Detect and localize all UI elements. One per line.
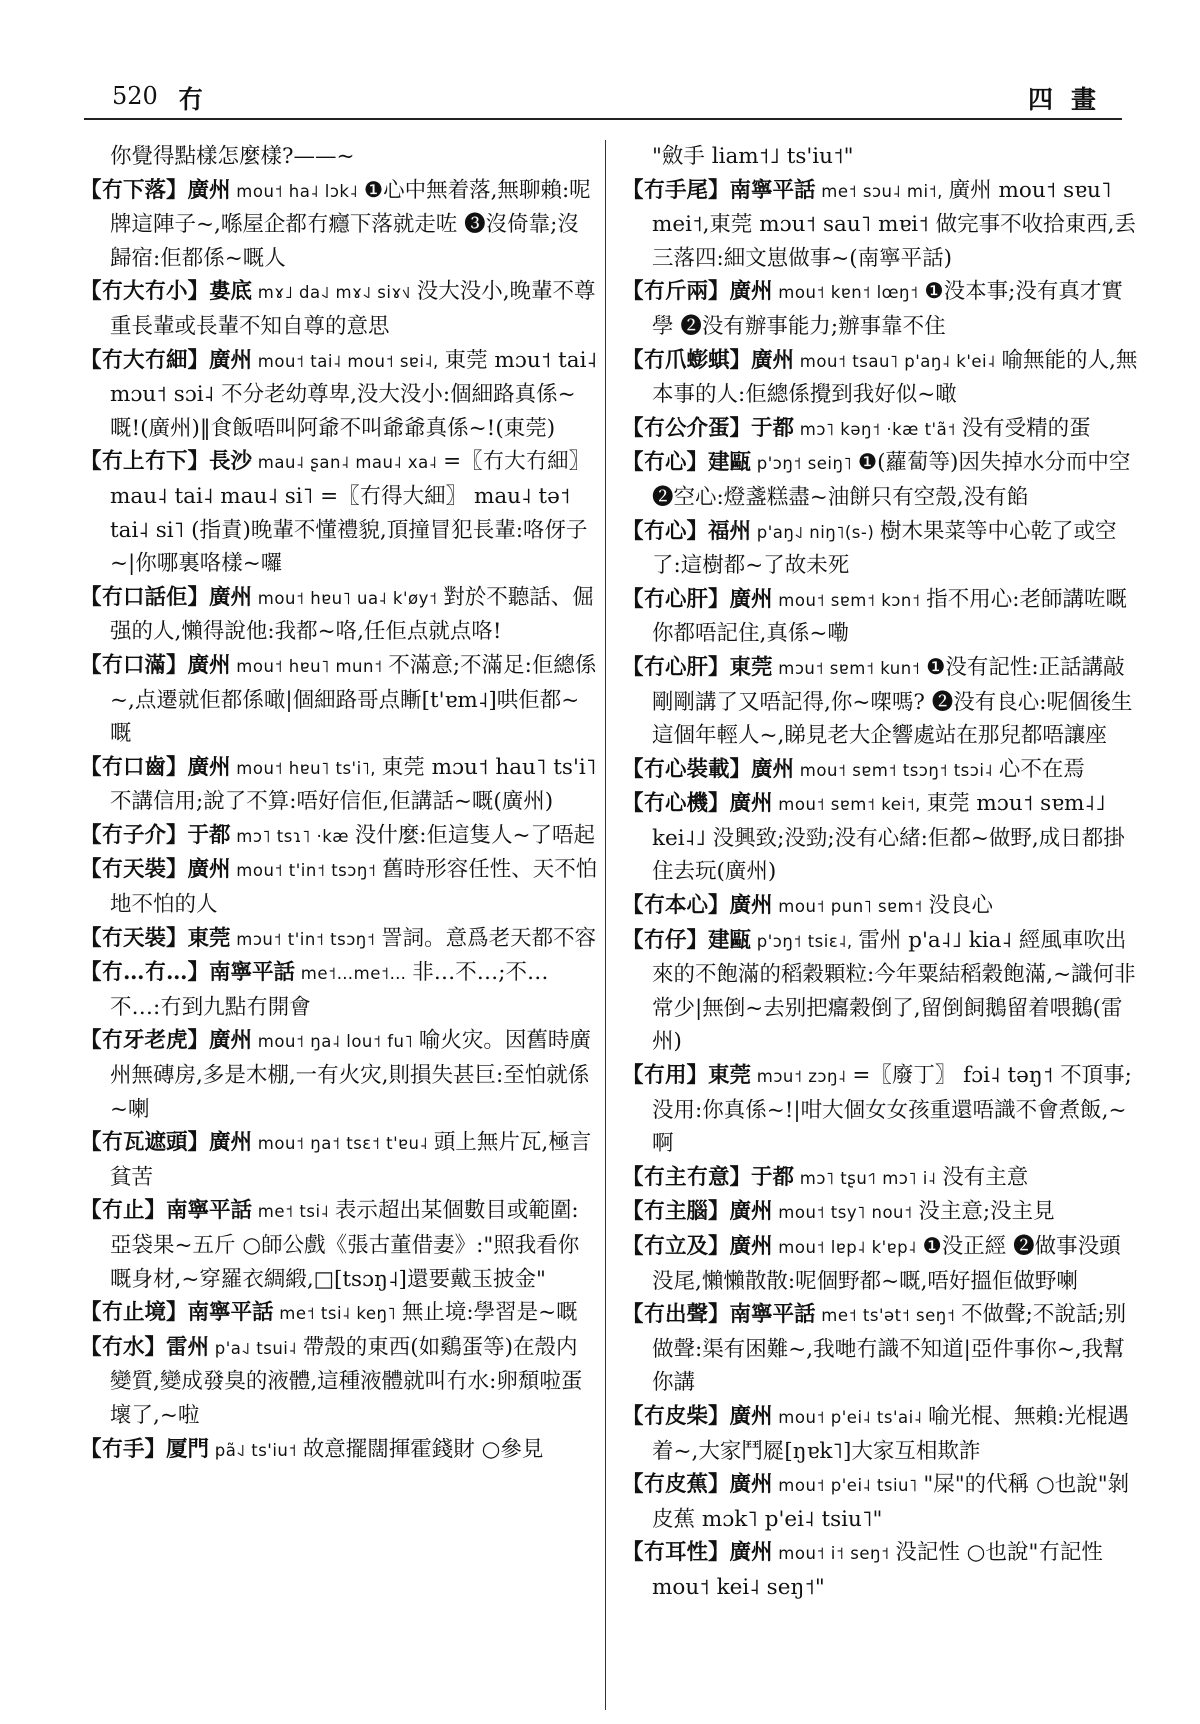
entry-definition: 喻無能的人,無本事的人:佢總係攪到我好似~噉 xyxy=(652,347,1138,408)
entry-pronunciation: p'a˨˩ tsui˨ xyxy=(209,1338,303,1358)
entry-pronunciation: mou˦ p'ei˨ ts'ai˨ xyxy=(772,1407,929,1427)
entry-definition: 不滿意;不滿足:佢總係~,点遷就佢都係噉|個細路哥点䁪[t'ɐm˨]哄佢都~嘅 xyxy=(110,652,597,747)
entry-definition: 無止境:學習是~嘅 xyxy=(401,1300,578,1326)
entry-headword: 【冇口滿】 xyxy=(80,652,188,678)
entry-definition: 東莞 mɔu˦ hau˥ ts'i˥ 不講信用;說了不算:唔好信佢,佢講話~嘅(廣州) xyxy=(110,754,597,815)
entry-pronunciation: mou˦ sɐm˦ kei˦, xyxy=(772,795,927,815)
entry-definition: 故意擺闊揮霍錢財 ○參見 xyxy=(302,1436,544,1462)
entry-pronunciation: me˦ tsi˨ keŋ˥ xyxy=(273,1304,402,1324)
entry-headword: 【冇出聲】 xyxy=(622,1302,730,1328)
entry-pronunciation: p'ɔŋ˦ tsiɛ˨, xyxy=(751,931,859,951)
dictionary-entry xyxy=(622,1298,1140,1400)
entry-location: 東莞 xyxy=(729,654,773,680)
entry-headword: 【冇水】 xyxy=(80,1334,167,1360)
entry-location: 建甌 xyxy=(708,450,752,476)
dictionary-entry xyxy=(80,751,598,819)
entry-headword: 【冇心肝】 xyxy=(622,654,730,680)
entry-location: 廣州 xyxy=(729,279,773,305)
entry-headword: 【冇耳性】 xyxy=(622,1540,730,1566)
entry-location: 于都 xyxy=(187,822,231,848)
entry-location: 廣州 xyxy=(209,1130,253,1156)
entry-pronunciation: mou˦ hɐu˥ ua˨ k'øy˦ xyxy=(252,588,444,608)
entry-definition: 舊時形容任性、天不怕地不怕的人 xyxy=(110,857,598,918)
page-header xyxy=(84,78,1122,120)
entry-definition: 東莞 mɔu˦ sɐm˨˩ kei˨˩ 没興致;没勁;没有心緒:佢都~做野,成日都掛住去玩(廣州) xyxy=(652,791,1125,885)
entry-location: 南寧平話 xyxy=(166,1198,253,1224)
entry-definition: ❶心中無着落,無聊賴:呢牌這陣子~,喺屋企都冇癮下落就走咗 ❸沒倚靠;沒歸宿:佢都係~嘅人 xyxy=(110,177,591,271)
dictionary-entry xyxy=(80,853,598,921)
entry-definition: 頭上無片瓦,極言貧苦 xyxy=(110,1130,592,1190)
entry-definition: 不做聲;不說話;别做聲:渠有困難~,我哋冇識不知道|亞件事你~,我幫你講 xyxy=(652,1302,1127,1396)
dictionary-entry xyxy=(80,445,598,580)
dictionary-entry xyxy=(80,344,598,446)
dictionary-entry xyxy=(622,924,1140,1059)
dictionary-entry xyxy=(80,1126,598,1194)
entry-pronunciation: mɤ˩ da˨˩ mɤ˨˩ siɤ˦˩ xyxy=(252,283,417,303)
dictionary-entry xyxy=(622,753,1140,788)
entry-pronunciation: mɔu˦ zɔŋ˨ xyxy=(751,1067,853,1087)
dictionary-entry xyxy=(622,787,1140,889)
entry-headword: 【冇下落】 xyxy=(80,177,188,203)
dictionary-entry xyxy=(622,174,1140,276)
entry-location: 于都 xyxy=(751,415,795,441)
entry-location: 建甌 xyxy=(708,927,752,953)
entry-pronunciation: pã˨˩ ts'iu˦ xyxy=(209,1440,303,1460)
dictionary-entry xyxy=(80,581,598,649)
entry-location: 廣州 xyxy=(187,652,231,678)
entry-pronunciation: mou˦ lɐp˨ k'ɐp˨ xyxy=(772,1238,923,1257)
entry-definition: =〖冇大冇細〗 mau˨ tai˨ mau˨ si˥ =〖冇得大細〗 mau˨ tə˦ tai˨ si˥ (指責)晚輩不懂禮貌,頂撞冒犯長輩:咯伢子~|你哪裏咯樣~囉 xyxy=(110,449,591,577)
dictionary-entry xyxy=(80,1296,598,1331)
entry-headword: 【冇皮柴】 xyxy=(622,1403,730,1429)
dictionary-entry xyxy=(80,649,598,751)
dictionary-entry xyxy=(80,956,598,1024)
entry-location: 廣州 xyxy=(209,347,253,373)
entry-definition: ❶没正經 ❷做事没頭没尾,懶懶散散:呢個野都~嘅,唔好搵佢做野喇 xyxy=(652,1234,1121,1294)
entry-definition: 没記性 ○也說"冇記性 mou˦ kei˨ seŋ˦" xyxy=(652,1540,1103,1600)
entry-location: 廣州 xyxy=(729,1540,773,1566)
entry-pronunciation: p'ɔŋ˦ seiŋ˥ xyxy=(751,454,858,474)
entry-definition: 帶殼的東西(如鷄蛋等)在殼内變質,變成發臭的液體,這種液體就叫冇水:卵頹啦蛋壞了,~啦 xyxy=(110,1334,583,1428)
dictionary-entry xyxy=(622,1195,1140,1230)
entry-definition: =〖廢丁〗 fɔi˨ təŋ˦ 不頂事;没用:你真係~!|咁大個女女孩重還唔識不會煮飯,~啊 xyxy=(652,1063,1132,1157)
entry-headword: 【冇子介】 xyxy=(80,822,188,848)
entry-headword: 【冇主冇意】 xyxy=(622,1164,752,1190)
entry-headword: 【冇止境】 xyxy=(80,1300,188,1326)
entry-headword: 【冇心】 xyxy=(622,518,709,544)
entry-location: 厦門 xyxy=(166,1436,210,1462)
entry-headword: 【冇立及】 xyxy=(622,1234,730,1259)
entry-location: 廣州 xyxy=(729,586,773,612)
dictionary-entry xyxy=(80,1433,598,1468)
column-divider xyxy=(605,140,606,1710)
page-number: 520 xyxy=(112,82,158,110)
entry-headword: 【冇牙老虎】 xyxy=(80,1028,210,1054)
entry-pronunciation: mɔu˦ t'in˦ tsɔŋ˦ xyxy=(230,929,382,949)
entry-location: 廣州 xyxy=(729,1199,773,1225)
entry-pronunciation: mau˨ ʂan˨ mau˨ xa˨ xyxy=(252,453,444,473)
entry-location: 南寧平話 xyxy=(729,1302,816,1328)
entry-location: 廣州 xyxy=(729,893,773,919)
entry-headword: 【冇主腦】 xyxy=(622,1199,730,1225)
entry-pronunciation: mou˦ sɐm˦ tsɔŋ˦ tsɔi˨ xyxy=(794,760,999,780)
entry-definition: 没大没小,晚輩不尊重長輩或長輩不知自尊的意思 xyxy=(110,279,596,339)
entry-location: 廣州 xyxy=(729,1234,773,1259)
entry-headword: 【冇止】 xyxy=(80,1198,167,1224)
entry-headword: 【冇皮蕉】 xyxy=(622,1472,730,1498)
entry-headword: 【冇天裝】 xyxy=(80,857,188,883)
entry-definition: 廣州 mou˦ sɐu˥ mei˦,東莞 mɔu˦ sau˥ mɐi˦ 做完事不收拾東西,丢三落四:細文崽做事~(南寧平話) xyxy=(652,177,1136,271)
dictionary-entry xyxy=(622,515,1140,583)
entry-pronunciation: mɔ˥ tsɿ˥ ·kæ xyxy=(230,826,355,846)
entry-pronunciation: mou˦ ha˨ lɔk˨ xyxy=(230,181,364,201)
entry-location: 長沙 xyxy=(209,449,253,475)
entry-headword: 【冇用】 xyxy=(622,1063,709,1089)
entry-pronunciation: mɔ˥ tʂu˦˥ mɔ˥ i˨ xyxy=(794,1168,943,1188)
entry-location: 婁底 xyxy=(209,279,253,305)
entry-definition: 没有主意 xyxy=(942,1164,1029,1190)
continued-text: "斂手 liam˦˩ ts'iu˦" xyxy=(652,144,854,169)
entry-location: 南寧平話 xyxy=(187,1300,274,1326)
entry-location: 雷州 xyxy=(166,1334,210,1360)
entry-definition: 雷州 p'a˨˩ kia˨ 經風車吹出來的不飽滿的稻穀顆粒:今年粟結稻穀飽滿,~識何非常少|無倒~去别把癟穀倒了,留倒飼鵝留着喂鵝(雷州) xyxy=(652,927,1136,1055)
entry-location: 廣州 xyxy=(729,1403,773,1429)
dictionary-entry xyxy=(622,1536,1140,1604)
entry-definition: "屎"的代稱 ○也說"剝皮蕉 mɔk˥ p'ei˨ tsiu˥" xyxy=(652,1472,1130,1532)
entry-headword: 【冇心肝】 xyxy=(622,586,730,612)
dictionary-entry xyxy=(80,1331,598,1433)
entry-pronunciation: mɔ˥ kəŋ˦ ·kæ t'ã˦ xyxy=(794,419,962,439)
entry-pronunciation: me˦ sɔu˨ mi˦, xyxy=(815,181,949,201)
entry-definition: 喻光棍、無賴:光棍遇着~,大家鬥㞞[ŋɐk˥]大家互相欺詐 xyxy=(652,1403,1129,1464)
entry-pronunciation: mou˦ p'ei˨ tsiu˥ xyxy=(772,1476,924,1496)
dictionary-entry xyxy=(622,1161,1140,1196)
entry-location: 廣州 xyxy=(209,1028,253,1054)
continued-text: 你覺得點樣怎麼樣?——~ xyxy=(110,144,355,169)
dictionary-entry xyxy=(622,1400,1140,1468)
entry-pronunciation: mou˦ tai˨ mou˦ sɐi˨, xyxy=(252,351,445,371)
dictionary-entry xyxy=(80,922,598,957)
entry-location: 東莞 xyxy=(708,1063,752,1089)
entry-pronunciation: mou˦ hɐu˥ ts'i˥, xyxy=(230,758,382,778)
entry-definition: 東莞 mɔu˦ tai˨ mɔu˦ sɔi˨ 不分老幼尊卑,没大没小:個細路真係~嘅!(廣州)‖食飯唔叫阿爺不叫爺爺真係~!(東莞) xyxy=(110,347,598,441)
dictionary-entry xyxy=(622,140,1140,174)
entry-headword: 【冇心裝載】 xyxy=(622,756,752,782)
entry-location: 南寧平話 xyxy=(729,177,816,203)
entry-definition: 表示超出某個數目或範圍:亞袋果~五斤 ○師公戲《張古董借妻》:"照我看你嘅身材,~穿羅衣綢緞,□[tsɔŋ˨]還要戴玉披金" xyxy=(110,1198,580,1292)
entry-definition: 没有受精的蛋 xyxy=(961,415,1091,441)
entry-location: 廣州 xyxy=(729,1472,773,1498)
dictionary-entry xyxy=(622,412,1140,447)
entry-headword: 【冇爪蟛蜞】 xyxy=(622,347,752,373)
dictionary-entry xyxy=(622,275,1140,343)
entry-headword: 【冇手】 xyxy=(80,1436,167,1462)
dictionary-entry xyxy=(80,1194,598,1296)
entry-pronunciation: mou˦ tsau˥ p'aŋ˨ k'ei˨ xyxy=(794,351,1002,371)
entry-definition: 没主意;没主見 xyxy=(918,1199,1055,1225)
dictionary-entry xyxy=(622,889,1140,924)
entry-pronunciation: p'aŋ˨˩ niŋ˥(s-) xyxy=(751,522,881,542)
dictionary-entry xyxy=(622,1059,1140,1161)
entry-headword: 【冇公介蛋】 xyxy=(622,415,752,441)
entry-headword: 【冇大冇細】 xyxy=(80,347,210,373)
dictionary-entry xyxy=(80,819,598,854)
dictionary-entry xyxy=(80,140,598,174)
entry-definition: 非…不…;不…不…:冇到九點冇開會 xyxy=(110,960,549,1020)
entry-headword: 【冇…冇…】 xyxy=(80,960,210,986)
entry-definition: 心不在焉 xyxy=(998,756,1085,782)
entry-definition: ❶没本事;没有真才實學 ❷没有辦事能力;辦事靠不住 xyxy=(652,279,1123,339)
left-column xyxy=(80,140,598,1467)
entry-headword: 【冇上冇下】 xyxy=(80,449,210,475)
section-title: 四畫 xyxy=(1027,85,1114,114)
dictionary-entry xyxy=(622,1230,1140,1298)
entry-headword: 【冇仔】 xyxy=(622,927,709,953)
entry-pronunciation: mou˦ sɐm˦ kɔn˦ xyxy=(772,590,927,610)
dictionary-entry xyxy=(622,446,1140,514)
entry-definition: 喻火灾。因舊時廣州無磚房,多是木棚,一有火灾,則損失甚巨:至怕就係~喇 xyxy=(110,1028,591,1122)
entry-definition: 詈詞。意爲老天都不容 xyxy=(381,925,597,951)
entry-location: 廣州 xyxy=(751,756,795,782)
entry-location: 福州 xyxy=(708,518,752,544)
entry-headword: 【冇心機】 xyxy=(622,791,730,817)
entry-headword: 【冇口齒】 xyxy=(80,754,188,780)
entry-definition: ❶没有記性:正話講敲剛剛講了又唔記得,你~㗎嗎? ❷没有良心:呢個後生這個年輕人~,睇見老大企響處站在那兒都唔讓座 xyxy=(652,654,1133,749)
entry-headword: 【冇斤兩】 xyxy=(622,279,730,305)
entry-location: 廣州 xyxy=(209,584,253,610)
entry-pronunciation: me˦ ts'ət˦ seŋ˦ xyxy=(815,1306,962,1326)
entry-headword: 【冇心】 xyxy=(622,450,709,476)
dictionary-entry xyxy=(622,344,1140,412)
entry-pronunciation: mou˦ hɐu˥ mun˦ xyxy=(230,656,389,676)
entry-headword: 【冇瓦遮頭】 xyxy=(80,1130,210,1156)
entry-definition: 對於不聽話、倔强的人,懶得說他:我都~咯,任佢点就点咯! xyxy=(110,584,594,645)
dictionary-entry xyxy=(622,583,1140,651)
entry-location: 于都 xyxy=(751,1164,795,1190)
entry-pronunciation: me˦…me˦… xyxy=(295,964,413,984)
dictionary-entry xyxy=(80,275,598,343)
right-column xyxy=(622,140,1140,1605)
dictionary-entry xyxy=(622,1468,1140,1536)
entry-pronunciation: mou˦ i˦ seŋ˦ xyxy=(772,1544,896,1564)
entry-pronunciation: mou˦ t'in˦ tsɔŋ˦ xyxy=(230,861,383,881)
entry-pronunciation: mou˦ ŋa˨ lou˦ fu˥ xyxy=(252,1032,419,1052)
entry-location: 南寧平話 xyxy=(209,960,296,986)
entry-pronunciation: mou˦ pun˥ sɐm˦ xyxy=(772,897,929,917)
entry-location: 廣州 xyxy=(187,177,231,203)
entry-location: 廣州 xyxy=(187,857,231,883)
dictionary-entry xyxy=(80,174,598,276)
dictionary-entry xyxy=(622,651,1140,753)
entry-headword: 【冇口話佢】 xyxy=(80,584,210,610)
entry-location: 廣州 xyxy=(187,754,231,780)
entry-pronunciation: mɔu˦ sɐm˦ kun˦ xyxy=(772,658,927,678)
entry-headword: 【冇天裝】 xyxy=(80,925,188,951)
entry-definition: 没什麼:佢這隻人~了唔起 xyxy=(354,822,596,848)
entry-location: 東莞 xyxy=(187,925,231,951)
dictionary-entry xyxy=(80,1024,598,1126)
entry-pronunciation: mou˦ tsy˥ nou˦ xyxy=(772,1203,919,1223)
entry-pronunciation: mou˦ kɐn˦ lœŋ˦ xyxy=(772,283,925,303)
entry-definition: 指不用心:老師講咗嘅你都唔記住,真係~嘞 xyxy=(652,586,1127,647)
running-headword: 冇 xyxy=(178,85,204,114)
entry-headword: 【冇手尾】 xyxy=(622,177,730,203)
entry-pronunciation: mou˦ ŋa˦ tsɛ˦ t'ɐu˨ xyxy=(252,1134,434,1154)
entry-pronunciation: me˦ tsi˨ xyxy=(252,1202,335,1222)
entry-headword: 【冇本心】 xyxy=(622,893,730,919)
entry-definition: 没良心 xyxy=(928,893,994,919)
entry-definition: 樹木果菜等中心乾了或空了:這樹都~了故未死 xyxy=(652,518,1117,579)
entry-location: 廣州 xyxy=(751,347,795,373)
entry-location: 廣州 xyxy=(729,791,773,817)
entry-definition: ❶(蘿蔔等)因失掉水分而中空 ❷空心:燈盞糕盡~油餅只有空殼,没有餡 xyxy=(652,450,1131,510)
entry-headword: 【冇大冇小】 xyxy=(80,279,210,305)
